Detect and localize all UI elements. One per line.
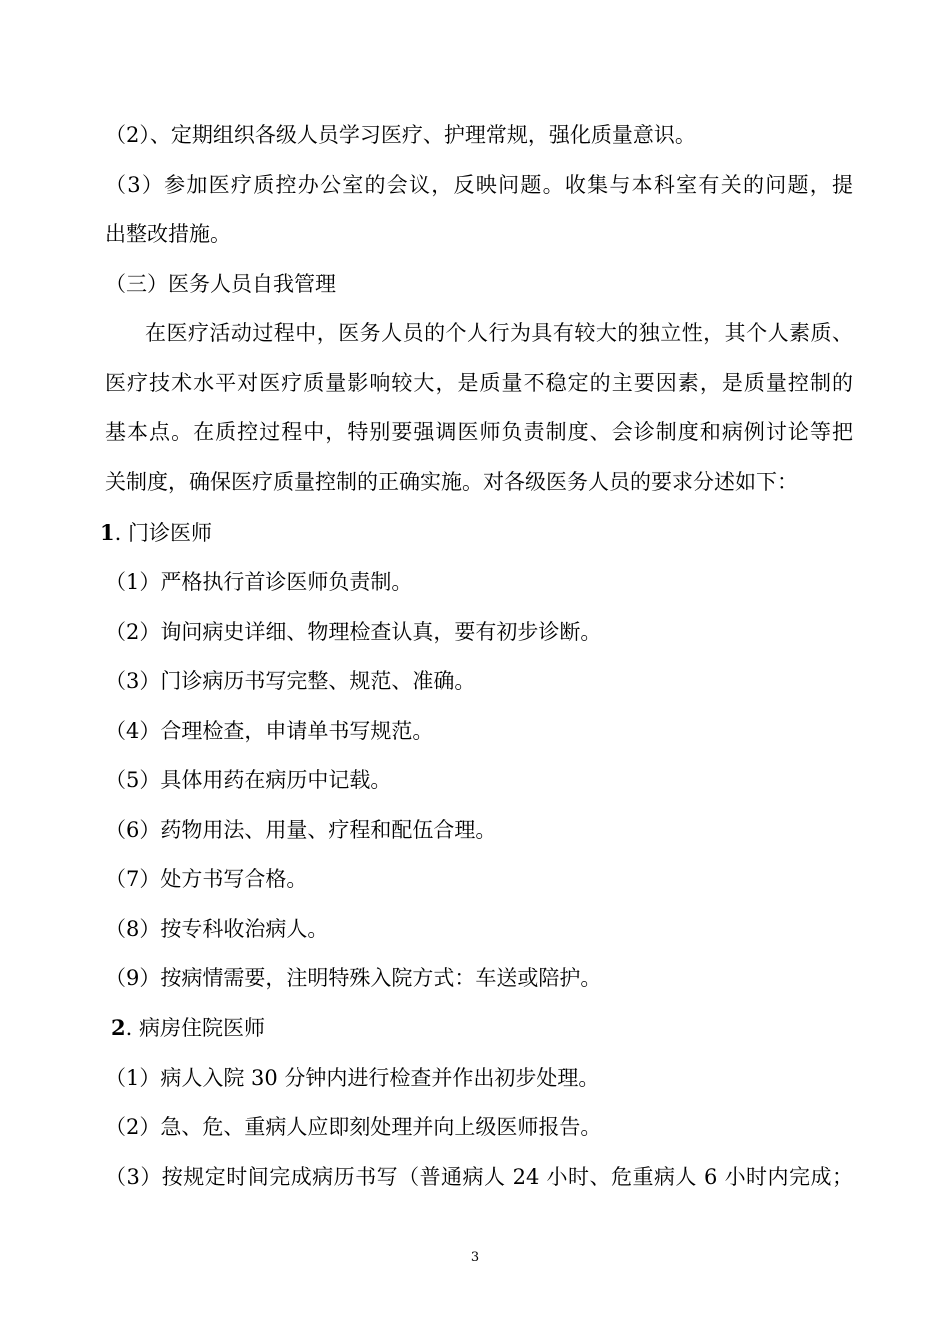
list-item: （8）按专科收治病人。	[105, 917, 329, 941]
page-number: 3	[470, 1250, 480, 1265]
text-line: （2）、定期组织各级人员学习医疗、护理常规，强化质量意识。	[105, 123, 696, 147]
list-item: （2）急、危、重病人应即刻处理并向上级医师报告。	[105, 1115, 602, 1139]
list-item: （9）按病情需要，注明特殊入院方式：车送或陪护。	[105, 966, 602, 990]
subsection-heading-ward	[111, 1013, 265, 1043]
list-item: （1）严格执行首诊医师负责制。	[105, 570, 413, 594]
list-item: （4）合理检查，申请单书写规范。	[105, 719, 434, 743]
subsection-heading-outpatient	[100, 518, 212, 548]
heading-text: . 病房住院医师	[125, 1016, 265, 1040]
section-heading: （三）医务人员自我管理	[105, 272, 336, 296]
list-item: （5）具体用药在病历中记载。	[105, 768, 392, 792]
heading-number: 2	[111, 1015, 126, 1040]
paragraph-line: 在医疗活动过程中，医务人员的个人行为具有较大的独立性，其个人素质、	[145, 321, 853, 345]
text-line: （3）参加医疗质控办公室的会议，反映问题。收集与本科室有关的问题，提	[105, 173, 853, 197]
heading-number: 1	[100, 520, 115, 545]
paragraph-line: 基本点。在质控过程中，特别要强调医师负责制度、会诊制度和病例讨论等把	[105, 420, 853, 444]
paragraph-line: 关制度，确保医疗质量控制的正确实施。对各级医务人员的要求分述如下：	[105, 470, 798, 494]
paragraph-line: 医疗技术水平对医疗质量影响较大，是质量不稳定的主要因素，是质量控制的	[105, 371, 853, 395]
list-item: （3）门诊病历书写完整、规范、准确。	[105, 669, 476, 693]
list-item: （3）按规定时间完成病历书写（普通病人 24 小时、危重病人 6 小时内完成；	[105, 1165, 853, 1189]
list-item: （6）药物用法、用量、疗程和配伍合理。	[105, 818, 497, 842]
text-line: 出整改措施。	[105, 222, 231, 246]
list-item: （2）询问病史详细、物理检查认真，要有初步诊断。	[105, 620, 602, 644]
list-item: （1）病人入院 30 分钟内进行检查并作出初步处理。	[105, 1066, 600, 1090]
list-item: （7）处方书写合格。	[105, 867, 308, 891]
heading-text: . 门诊医师	[114, 521, 212, 545]
